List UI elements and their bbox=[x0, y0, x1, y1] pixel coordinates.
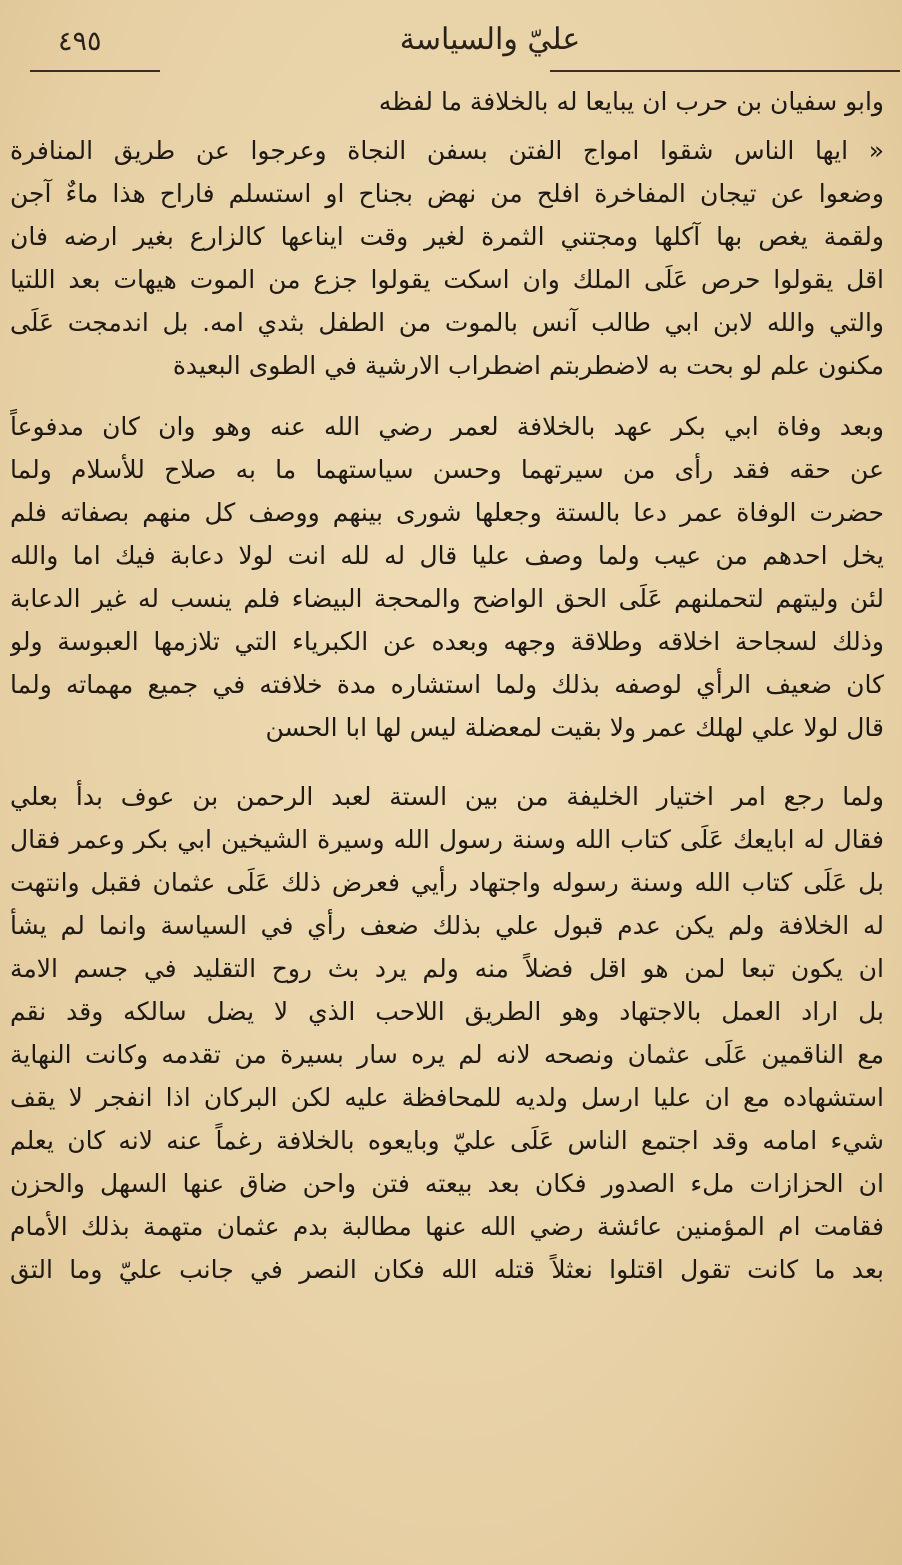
paragraph-gap bbox=[10, 749, 884, 775]
text-line: والتي والله لابن ابي طالب آنس بالموت من الطفل بثدي امه. بل اندمجت عَلَى bbox=[10, 308, 884, 337]
paragraph-election bbox=[10, 775, 884, 1291]
text-line: عن حقه فقد رأى من سيرتهما وحسن سياستهما ما به صلاح للأسلام ولما bbox=[10, 455, 884, 484]
text-line: كان ضعيف الرأي لوصفه بذلك ولما استشاره مدة خلافته في جميع مهماته ولما bbox=[10, 670, 884, 699]
text-line: بل اراد العمل بالاجتهاد وهو الطريق اللاحب الذي لا يضل سالكه وقد نقم bbox=[10, 997, 884, 1026]
header-rule-left bbox=[30, 70, 160, 72]
text-line: وابو سفيان بن حرب ان يبايعا له بالخلافة ما لفظه bbox=[378, 87, 884, 116]
text-line: « ايها الناس شقوا امواج الفتن بسفن النجاة وعرجوا عن طريق المنافرة bbox=[10, 136, 884, 165]
paragraph-umar bbox=[10, 405, 884, 749]
paragraph-quote bbox=[10, 129, 884, 387]
text-line: حضرت الوفاة عمر دعا بالستة وجعلها شورى بينهم ووصف كل منهم بصفاته فلم bbox=[10, 498, 884, 527]
text-line: شيء امامه وقد اجتمع الناس عَلَى عليّ وبايعوه بالخلافة رغماً عنه لانه كان يعلم bbox=[10, 1126, 884, 1155]
text-line: فقال له ابايعك عَلَى كتاب الله وسنة رسول الله وسيرة الشيخين ابي بكر وعمر فقال bbox=[10, 825, 884, 854]
text-line: بل عَلَى كتاب الله وسنة رسوله واجتهاد رأيي فعرض ذلك عَلَى عثمان فقبل وانتهت bbox=[10, 868, 884, 897]
text-line: مكنون علم لو بحت به لاضطربتم اضطراب الارشية في الطوى البعيدة bbox=[172, 351, 884, 380]
text-line: فقامت ام المؤمنين عائشة رضي الله عنها مطالبة بدم عثمان متهمة بذلك الأمام bbox=[10, 1212, 884, 1241]
paragraph-gap bbox=[10, 387, 884, 405]
text-line: ولما رجع امر اختيار الخليفة من بين الستة لعبد الرحمن بن عوف بدأ بعلي bbox=[10, 782, 884, 811]
text-line: وبعد وفاة ابي بكر عهد بالخلافة لعمر رضي الله عنه وهو وان كان مدفوعاً bbox=[10, 412, 884, 441]
running-title: عليّ والسياسة bbox=[399, 22, 581, 57]
text-line: يخل احدهم من عيب ولما وصف عليا قال له لله انت لولا دعابة فيك اما والله bbox=[10, 541, 884, 570]
header-rule-right bbox=[550, 70, 900, 72]
text-line: ولقمة يغص بها آكلها ومجتني الثمرة لغير وقت ايناعها كالزارع بغير ارضه فان bbox=[10, 222, 884, 251]
text-line: بعد ما كانت تقول اقتلوا نعثلاً قتله الله فكان النصر في جانب عليّ وما التق bbox=[10, 1255, 884, 1284]
text-line: قال لولا علي لهلك عمر ولا بقيت لمعضلة ليس لها ابا الحسن bbox=[265, 713, 884, 742]
text-line: ان الحزازات ملء الصدور فكان بعد بيعته فتن واحن ضاق عنها السهل والحزن bbox=[10, 1169, 884, 1198]
text-line: وضعوا عن تيجان المفاخرة افلح من نهض بجناح او استسلم فاراح هذا ماءٌ آجن bbox=[10, 179, 884, 208]
page-header bbox=[30, 22, 882, 72]
paragraph-intro bbox=[10, 80, 884, 123]
text-line: وذلك لسجاحة اخلاقه وطلاقة وجهه وبعده عن الكبرياء التي تلازمها العبوسة ولو bbox=[10, 627, 884, 656]
text-line: ان يكون تبعا لمن هو اقل فضلاً منه ولم يرد بث روح التقليد في جسم الامة bbox=[10, 954, 884, 983]
body-text bbox=[10, 80, 884, 1291]
text-line: مع الناقمين عَلَى عثمان ونصحه لانه لم يره سار بسيرة من تقدمه وكانت النهاية bbox=[10, 1040, 884, 1069]
text-line: استشهاده مع ان عليا ارسل ولديه للمحافظة عليه لكن البركان اذا انفجر لا يقف bbox=[10, 1083, 884, 1112]
text-line: لئن وليتهم لتحملنهم عَلَى الحق الواضح والمحجة البيضاء فلم ينسب له غير الدعابة bbox=[10, 584, 884, 613]
text-line: له الخلافة ولم يكن عدم قبول علي بذلك ضعف رأي في السياسة وانما لم يشأ bbox=[10, 911, 884, 940]
page-number: ٤٩٥ bbox=[58, 26, 102, 57]
text-line: اقل يقولوا حرص عَلَى الملك وان اسكت يقولوا جزع من الموت هيهات بعد اللتيا bbox=[10, 265, 884, 294]
